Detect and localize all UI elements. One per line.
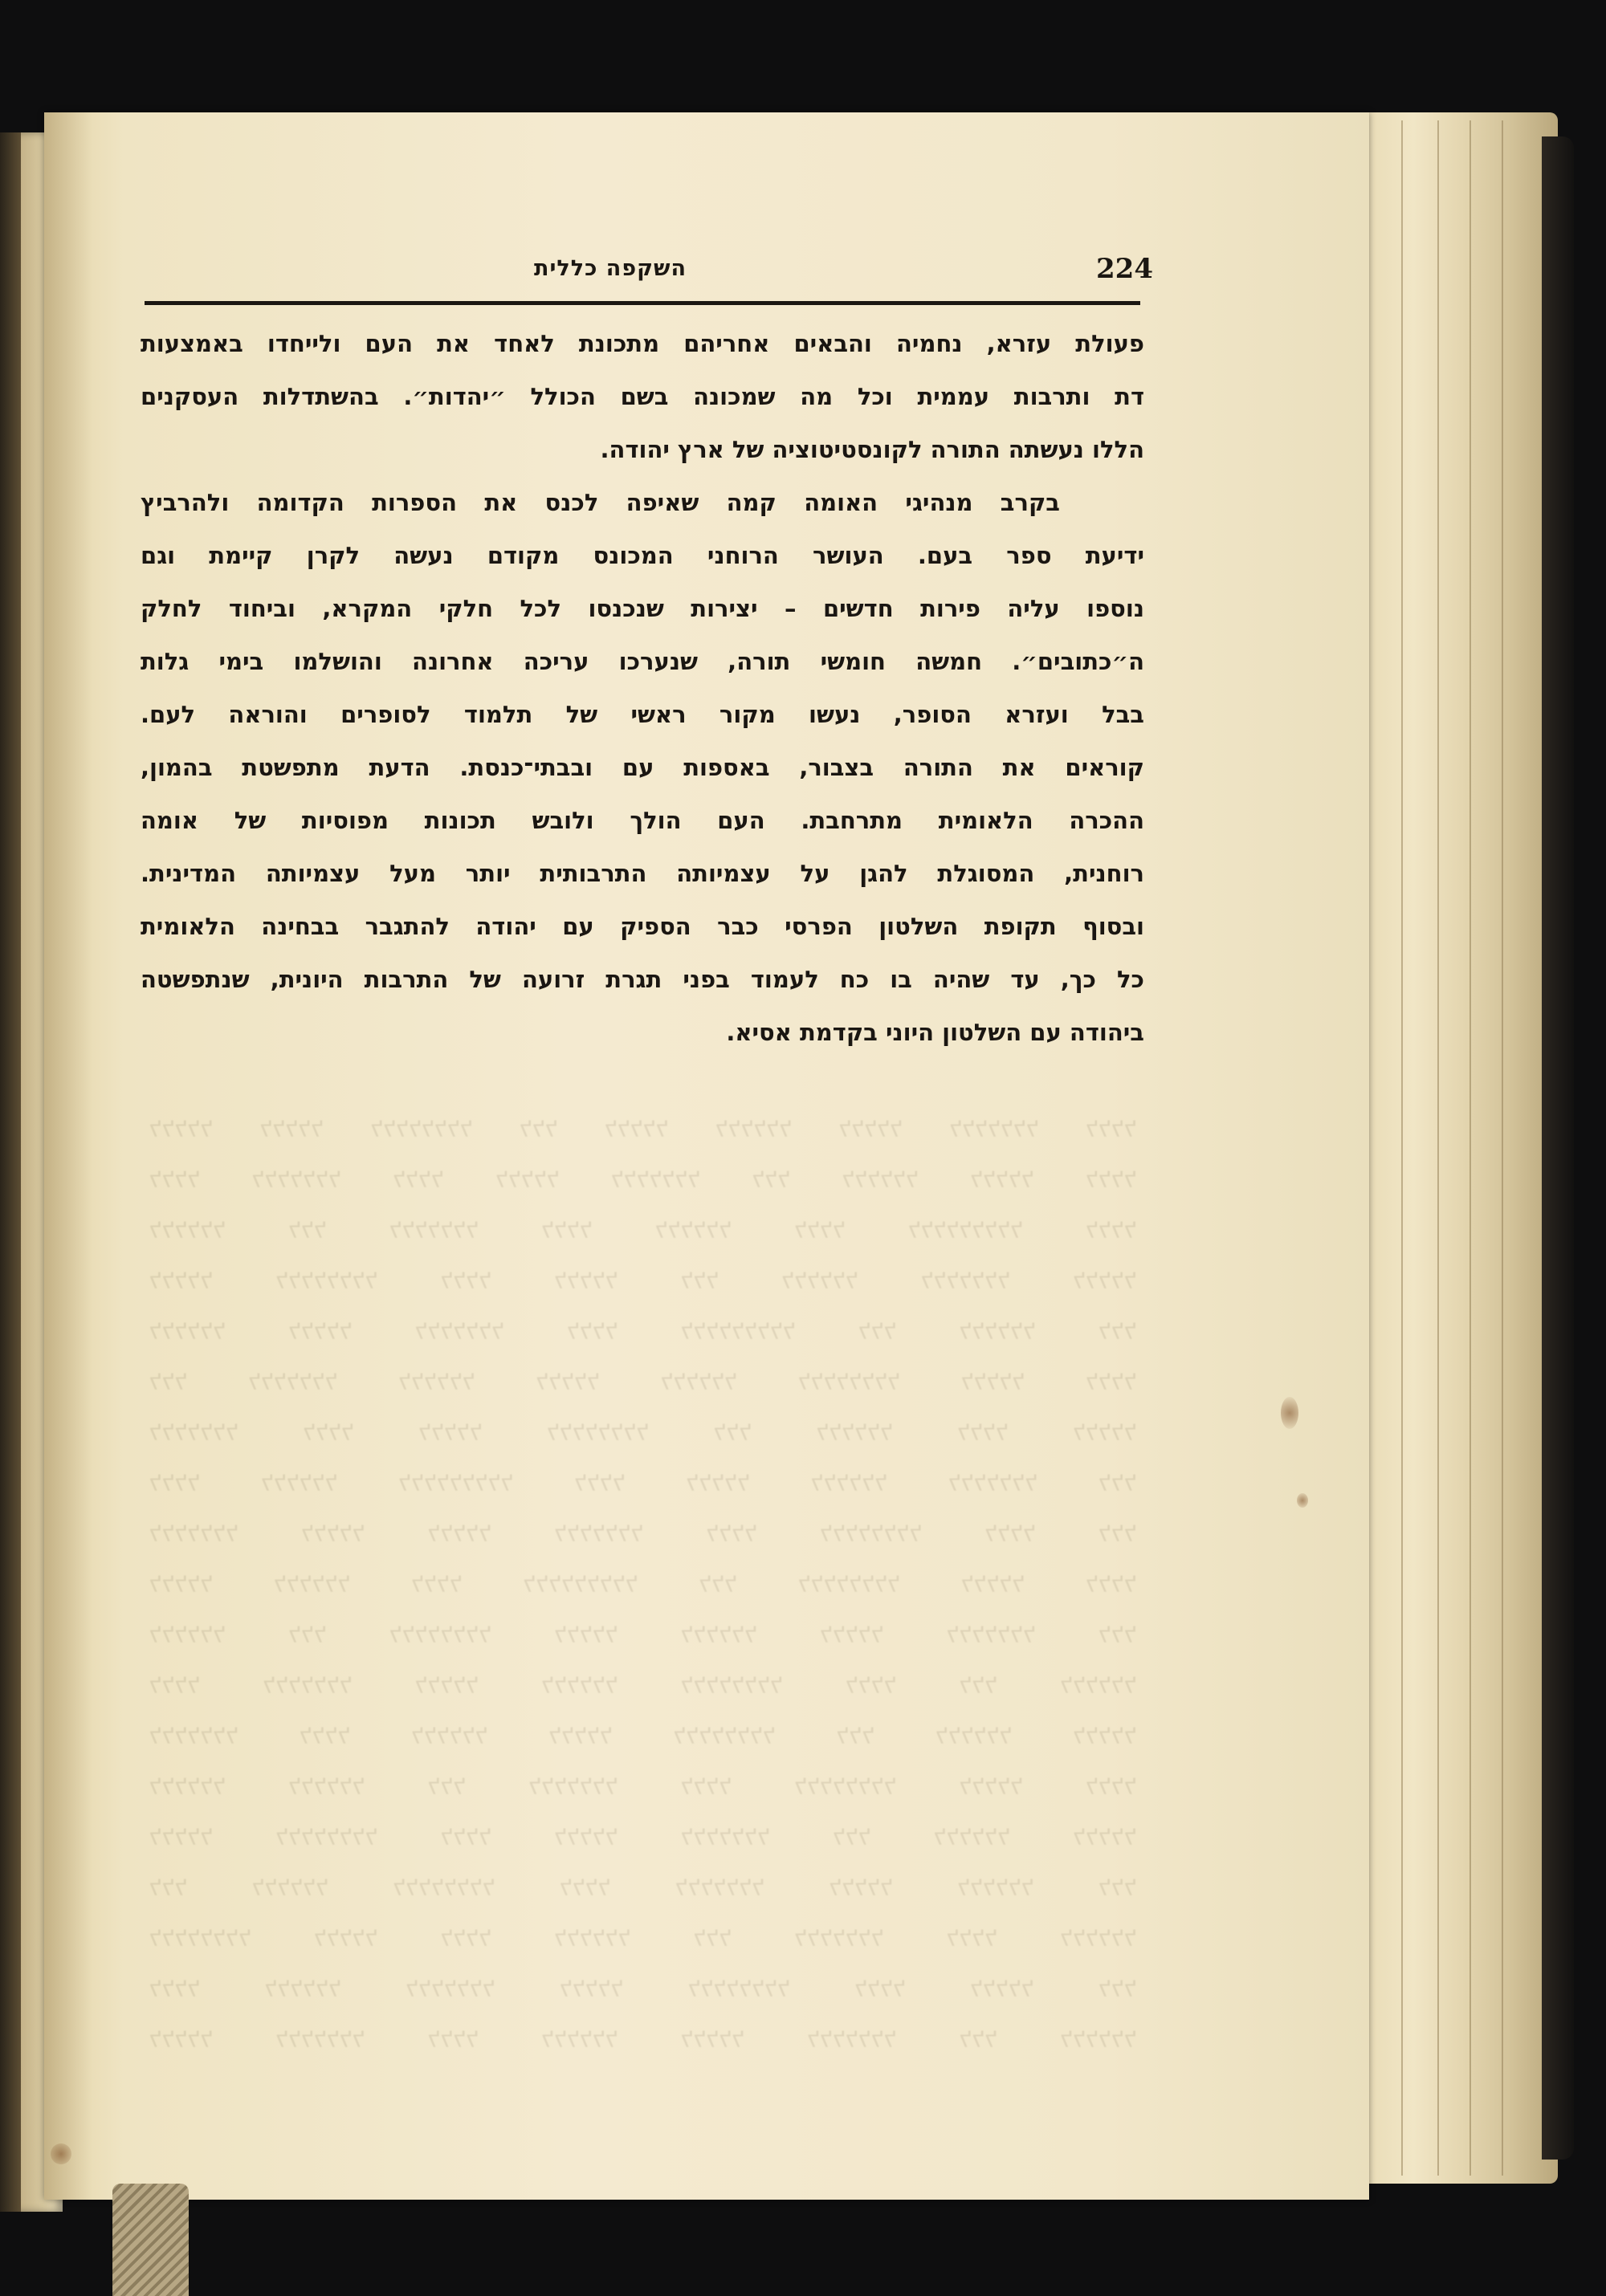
page-edge-line (1437, 120, 1439, 2176)
book-page (44, 112, 1369, 2200)
bleed-through-text: ללללל ללללל לללללללל ללל ללללל לללללל ללללל ללללללל לללל לללל ללללללל לללל ללללל ללללללל ללל לללללל ללללל לללל לללללל ללל ללללללל לללל לללללל לללל ללללללללל לללל ללללל לללללללל לללל ללללל ללל לללללל ללללללל ללללל לללללל ללללל ללללללל לללל ללללללללל ללל לללללל ללל ללל ללללללל לללללל ללללל לללללל לללללללל ללללל לללל ללללללל לללל ללללל לללללללל ללל לללללל לללל ללללל לללל לללללל ללללללללל לללל ללללל לללללל ללללללל ללל ללללללל ללללל ללללל ללללללל לללל לללללללל לללל ללל ללללל לללללל לללל ללללללללל ללל לללללללל ללללל לללל לללללל ללל לללללללל ללללל לללללל ללללל ללללללל ללל לללל ללללללל ללללל לללללל לללללללל לללל ללל לללללל ללללללל לללל לללללל ללללל לללללללל ללל לללללל ללללל לללללל לללללל ללל ללללללל לללל לללללללל ללללל לללל ללללל לללללללל לללל ללללל ללללללל ללל לללללל ללללל ללל לללללל לללללללל לללל ללללללל ללללל לללללל ללל לללללללל ללללל לללל לללללל ללל ללללללל לללל לללללל לללל לללללל ללללללל ללללל לללללללל לללל ללללל ללל ללללל ללללללל לללל לללללל ללללל ללללללל ללל לללללל (149, 1116, 1136, 2053)
header-rule (145, 301, 1140, 305)
bookmark-ribbon (112, 2184, 189, 2296)
page-edge-line (1401, 120, 1403, 2176)
text-line: פעולת עזרא, נחמיה והבאים אחריהם מתכונת לאחד את העם ולייחדו באמצעות (141, 330, 1144, 357)
foxing-stain (1281, 1397, 1298, 1429)
foxing-stain (51, 2143, 71, 2164)
running-head (44, 253, 1369, 301)
text-line: בבל ועזרא הסופר, נעשו מקור ראשי של תלמוד לסופרים והוראה לעם. (141, 701, 1144, 728)
text-line: דת ותרבות עממית וכל מה שמכונה בשם הכולל ״יהדות״. בהשתדלות העסקנים (141, 383, 1144, 410)
page-edge-line (1469, 120, 1471, 2176)
text-line: ובסוף תקופת השלטון הפרסי כבר הספיק עם יהודה להתגבר בבחינה הלאומית (141, 913, 1144, 940)
book-cover-edge (1542, 136, 1574, 2160)
text-line: ה״כתובים״. חמשה חומשי תורה, שנערכו עריכה אחרונה והושלמו בימי גלות (141, 648, 1144, 675)
body-text (141, 317, 1144, 1059)
text-line: קוראים את התורה בצבור, באספות עם ובבתי־כנסת. הדעת מתפשטת בהמון, (141, 754, 1144, 781)
foxing-stain (1297, 1493, 1308, 1508)
text-line: רוחנית, המסוגלת להגן על עצמיותה התרבותית יותר מעל עצמיותה המדינית. (141, 860, 1144, 887)
page-edge-line (1502, 120, 1503, 2176)
book-spine-shadow (0, 132, 21, 2212)
text-line: ידיעת ספר בעם. העושר הרוחני המכונס מקודם נעשה לקרן קיימת וגם (141, 542, 1144, 569)
running-title: השקפה כללית (534, 256, 687, 281)
text-line: כל כך, עד שהיה בו כח לעמוד בפני תגרת זרועה של התרבות היונית, שנתפשטה (141, 966, 1144, 993)
text-line: בקרב מנהיגי האומה קמה שאיפה לכנס את הספרות הקדומה ולהרביץ (141, 489, 1060, 516)
text-line: ביהודה עם השלטון היוני בקדמת אסיא. (726, 1019, 1144, 1046)
text-line: הללו נעשתה התורה לקונסטיטוציה של ארץ יהודה. (600, 436, 1144, 463)
text-line: ההכרה הלאומית מתרחבת. העם הולך ולובש תכונות מפוסיות של אומה (141, 807, 1144, 834)
text-line: נוספו עליה פירות חדשים – יצירות שנכנסו לכל חלקי המקרא, וביחוד לחלק (141, 595, 1144, 622)
gutter-shadow (44, 112, 92, 2200)
page-number: 224 (1096, 253, 1153, 285)
